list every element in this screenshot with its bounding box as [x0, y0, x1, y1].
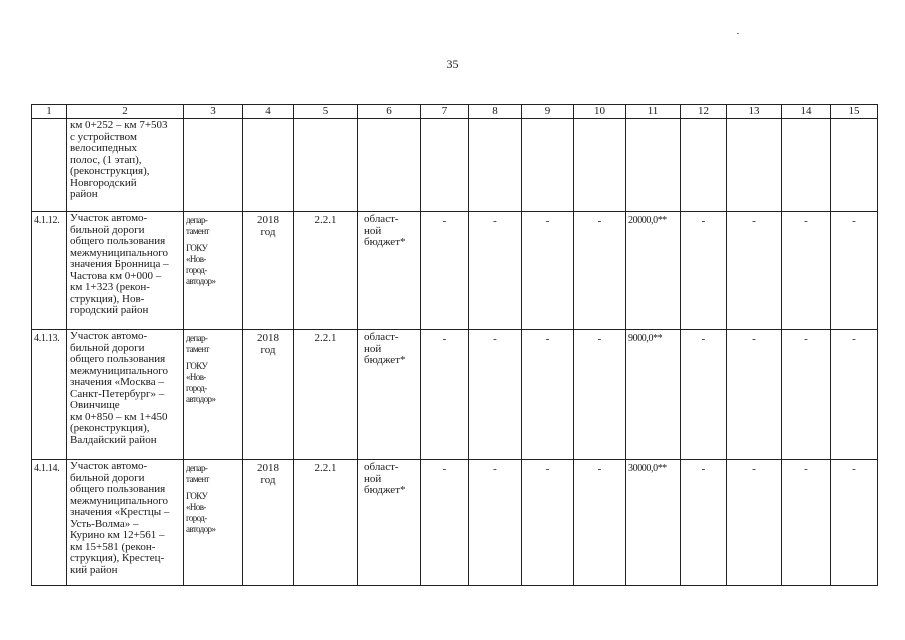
value-cell: - [574, 212, 626, 330]
item-number: 4.1.12. [32, 212, 67, 330]
column-number-header: 12 [681, 105, 727, 119]
road-section-name: Участок автомо- бильной дороги общего пользования межмуниципального значения «Москва – Санкт-Петербург» – Овинчище км 0+850 – км 1+450 (реконструкция), Валдайский район [67, 330, 184, 460]
funding-source: област- ной бюджет* [358, 212, 421, 330]
funding-amount: 30000,0** [626, 460, 681, 586]
executor-cell [184, 212, 243, 330]
cell-empty [358, 119, 421, 212]
column-number-header: 7 [421, 105, 469, 119]
column-number-header: 6 [358, 105, 421, 119]
column-number-header: 8 [469, 105, 522, 119]
deadline-year: 2018 год [243, 212, 294, 330]
item-number: 4.1.13. [32, 330, 67, 460]
column-number-header: 3 [184, 105, 243, 119]
cell-empty [243, 119, 294, 212]
value-cell: - [782, 330, 831, 460]
table-row [32, 212, 878, 330]
value-cell: - [574, 330, 626, 460]
executor-agency: ГОКУ «Нов- город- автодор» [186, 361, 216, 404]
column-number-header: 9 [522, 105, 574, 119]
program-table [31, 104, 878, 586]
task-number: 2.2.1 [294, 460, 358, 586]
column-number-header: 11 [626, 105, 681, 119]
value-cell: - [421, 212, 469, 330]
executor-department: депар- тамент [186, 463, 209, 484]
value-cell: - [522, 330, 574, 460]
task-number: 2.2.1 [294, 330, 358, 460]
continuation-row [32, 119, 878, 212]
funding-source: област- ной бюджет* [358, 330, 421, 460]
executor-cell [184, 460, 243, 586]
value-cell: - [681, 330, 727, 460]
value-cell: - [831, 330, 878, 460]
funding-amount: 20000,0** [626, 212, 681, 330]
cell-empty [626, 119, 681, 212]
value-cell: - [469, 460, 522, 586]
value-cell: - [469, 330, 522, 460]
deadline-year: 2018 год [243, 330, 294, 460]
deadline-year: 2018 год [243, 460, 294, 586]
value-cell: - [727, 460, 782, 586]
column-number-header: 1 [32, 105, 67, 119]
cell-empty [574, 119, 626, 212]
value-cell: - [831, 212, 878, 330]
funding-source: област- ной бюджет* [358, 460, 421, 586]
column-number-header: 13 [727, 105, 782, 119]
column-number-header: 4 [243, 105, 294, 119]
value-cell: - [681, 212, 727, 330]
column-number-header: 5 [294, 105, 358, 119]
cell-empty [831, 119, 878, 212]
cell-empty [782, 119, 831, 212]
cell-empty [727, 119, 782, 212]
executor-agency: ГОКУ «Нов- город- автодор» [186, 491, 216, 534]
cell-empty [184, 119, 243, 212]
executor-agency: ГОКУ «Нов- город- автодор» [186, 243, 216, 286]
value-cell: - [522, 460, 574, 586]
value-cell: - [574, 460, 626, 586]
table-header [32, 105, 878, 119]
road-section-name: Участок автомо- бильной дороги общего пользования межмуниципального значения Бронница – Частова км 0+000 – км 1+323 (рекон- струкция), Нов- городский район [67, 212, 184, 330]
value-cell: - [727, 212, 782, 330]
value-cell: - [421, 330, 469, 460]
page-number: 35 [446, 57, 459, 71]
value-cell: - [727, 330, 782, 460]
column-number-header: 2 [67, 105, 184, 119]
executor-cell [184, 330, 243, 460]
scan-speck [737, 33, 739, 34]
executor-department: депар- тамент [186, 333, 209, 354]
column-number-header: 15 [831, 105, 878, 119]
header-row [32, 105, 878, 119]
table-row [32, 330, 878, 460]
column-number-header: 14 [782, 105, 831, 119]
cell-empty [421, 119, 469, 212]
value-cell: - [421, 460, 469, 586]
value-cell: - [681, 460, 727, 586]
cell-empty [32, 119, 67, 212]
cell-empty [294, 119, 358, 212]
table-row [32, 460, 878, 586]
value-cell: - [831, 460, 878, 586]
cell-empty [522, 119, 574, 212]
task-number: 2.2.1 [294, 212, 358, 330]
value-cell: - [469, 212, 522, 330]
cell-empty [469, 119, 522, 212]
cell-empty [681, 119, 727, 212]
continued-road-name: км 0+252 – км 7+503 с устройством велосипедных полос, (1 этап), (реконструкция), Новгородский район [67, 119, 184, 212]
funding-amount: 9000,0** [626, 330, 681, 460]
road-section-name: Участок автомо- бильной дороги общего пользования межмуниципального значения «Крестцы – Усть-Волма» – Курино км 12+561 – км 15+581 (рекон- струкция), Крестец- кий район [67, 460, 184, 586]
value-cell: - [782, 460, 831, 586]
value-cell: - [522, 212, 574, 330]
executor-department: депар- тамент [186, 215, 209, 236]
column-number-header: 10 [574, 105, 626, 119]
item-number: 4.1.14. [32, 460, 67, 586]
value-cell: - [782, 212, 831, 330]
